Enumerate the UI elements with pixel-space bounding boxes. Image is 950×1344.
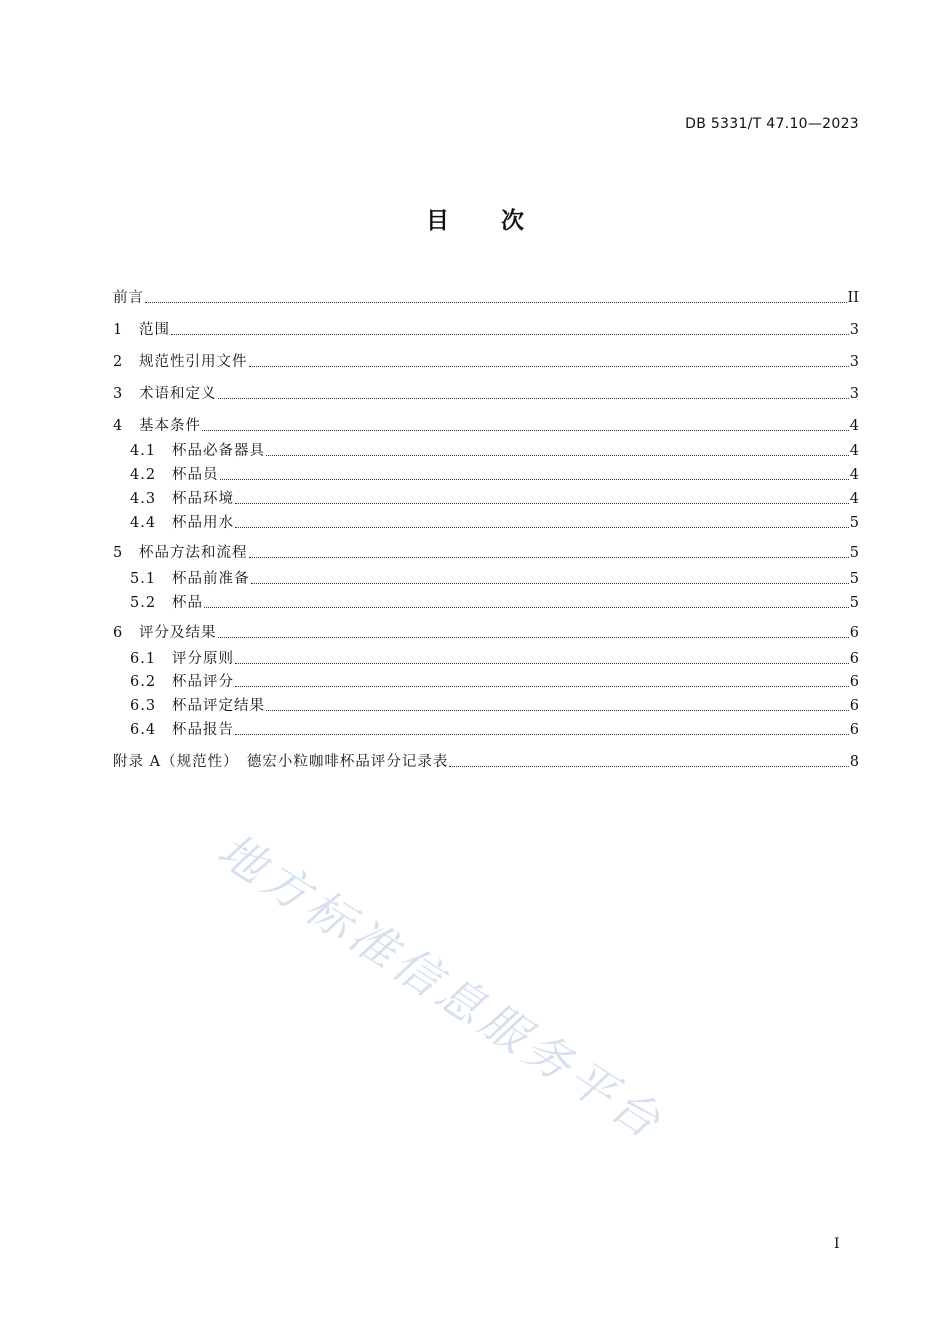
toc-entry-number: 6.4 [130, 722, 157, 738]
toc-entry-label: 范围 [139, 322, 170, 338]
toc-entry-page: 8 [849, 754, 859, 770]
toc-entry-label: 评分原则 [172, 651, 234, 667]
toc-leader-dots [235, 663, 849, 664]
toc-leader-dots [204, 607, 849, 608]
toc-entry-number: 6.2 [130, 674, 157, 690]
toc-entry-label: 杯品用水 [172, 515, 234, 531]
toc-entry-foreword[interactable] [113, 288, 859, 308]
toc-entry-6-2[interactable] [130, 672, 859, 692]
toc-entry-number: 5.1 [130, 571, 157, 587]
toc-entry-4-4[interactable] [130, 513, 859, 533]
toc-entry-number: 6 [113, 625, 123, 641]
toc-entry-page: 6 [849, 625, 859, 641]
toc-leader-dots [218, 398, 849, 399]
toc-entry-number: 5.2 [130, 595, 157, 611]
toc-leader-dots [251, 583, 849, 584]
toc-entry-page: 3 [849, 386, 859, 402]
toc-entry-6-1[interactable] [130, 649, 859, 669]
toc-leader-dots [218, 637, 849, 638]
toc-entry-6[interactable] [113, 623, 859, 643]
toc-entry-number: 6.1 [130, 651, 157, 667]
toc-entry-label: 评分及结果 [139, 625, 217, 641]
toc-entry-label: 基本条件 [139, 418, 201, 434]
toc-entry-page: 5 [849, 595, 859, 611]
toc-leader-dots [202, 430, 849, 431]
toc-entry-label: 规范性引用文件 [139, 354, 248, 370]
toc-entry-6-4[interactable] [130, 720, 859, 740]
toc-leader-dots [266, 710, 849, 711]
toc-entry-number: 6.3 [130, 698, 157, 714]
toc-leader-dots [235, 686, 849, 687]
toc-entry-label: 杯品评分 [172, 674, 234, 690]
toc-entry-label: 杯品 [172, 595, 203, 611]
toc-entry-page: 6 [849, 698, 859, 714]
toc-leader-dots [171, 334, 849, 335]
toc-leader-dots [449, 766, 848, 767]
toc-entry-page: 4 [849, 491, 859, 507]
toc-entry-number: 2 [113, 354, 123, 370]
toc-entry-number: 4.2 [130, 467, 157, 483]
toc-entry-5-2[interactable] [130, 593, 859, 613]
toc-leader-dots [220, 479, 849, 480]
title-char-1: 目 [426, 208, 449, 234]
toc-leader-dots [266, 455, 849, 456]
toc-leader-dots [145, 302, 847, 303]
toc-entry-label: 杯品评定结果 [172, 698, 265, 714]
toc-entry-label: 杯品员 [172, 467, 219, 483]
toc-entry-page: II [847, 290, 859, 306]
toc-entry-number: 4.3 [130, 491, 157, 507]
page-number: I [834, 1236, 840, 1252]
toc-entry-label: 术语和定义 [139, 386, 217, 402]
toc-entry-number: 5 [113, 545, 123, 561]
toc-entry-5[interactable] [113, 543, 859, 563]
title-char-2: 次 [501, 208, 524, 234]
toc-entry-4-3[interactable] [130, 489, 859, 509]
toc-leader-dots [249, 557, 849, 558]
toc-entry-number: 4.4 [130, 515, 157, 531]
toc-entry-2[interactable] [113, 352, 859, 372]
toc-leader-dots [235, 734, 849, 735]
toc-entry-number: 4 [113, 418, 123, 434]
toc-entry-label: 前言 [113, 290, 144, 306]
toc-entry-page: 6 [849, 674, 859, 690]
toc-entry-number: 4.1 [130, 443, 157, 459]
toc-entry-page: 5 [849, 545, 859, 561]
toc-entry-number: 1 [113, 322, 123, 338]
toc-entry-page: 6 [849, 722, 859, 738]
toc-entry-page: 5 [849, 515, 859, 531]
toc-leader-dots [249, 366, 849, 367]
toc-entry-label: 杯品环境 [172, 491, 234, 507]
toc-entry-label: 附录 A（规范性） 德宏小粒咖啡杯品评分记录表 [113, 754, 449, 770]
toc-entry-1[interactable] [113, 320, 859, 340]
toc-entry-3[interactable] [113, 384, 859, 404]
toc-entry-label: 杯品前准备 [172, 571, 250, 587]
toc-entry-label: 杯品报告 [172, 722, 234, 738]
page-title [0, 202, 950, 235]
toc-entry-page: 4 [849, 467, 859, 483]
toc-entry-page: 4 [849, 443, 859, 459]
toc-entry-number: 3 [113, 386, 123, 402]
toc-entry-page: 5 [849, 571, 859, 587]
toc-entry-4[interactable] [113, 416, 859, 436]
toc-entry-6-3[interactable] [130, 696, 859, 716]
toc-entry-page: 3 [849, 322, 859, 338]
toc-entry-4-1[interactable] [130, 441, 859, 461]
toc-entry-page: 4 [849, 418, 859, 434]
toc-leader-dots [235, 527, 849, 528]
document-code: DB 5331/T 47.10—2023 [685, 116, 859, 132]
toc-entry-appendix-a[interactable] [113, 752, 859, 772]
toc-entry-5-1[interactable] [130, 569, 859, 589]
toc-entry-label: 杯品必备器具 [172, 443, 265, 459]
toc-entry-4-2[interactable] [130, 465, 859, 485]
toc-entry-page: 6 [849, 651, 859, 667]
toc-entry-label: 杯品方法和流程 [139, 545, 248, 561]
watermark: 地方标准信息服务平台 [208, 822, 675, 1152]
toc-entry-page: 3 [849, 354, 859, 370]
toc-leader-dots [235, 503, 849, 504]
